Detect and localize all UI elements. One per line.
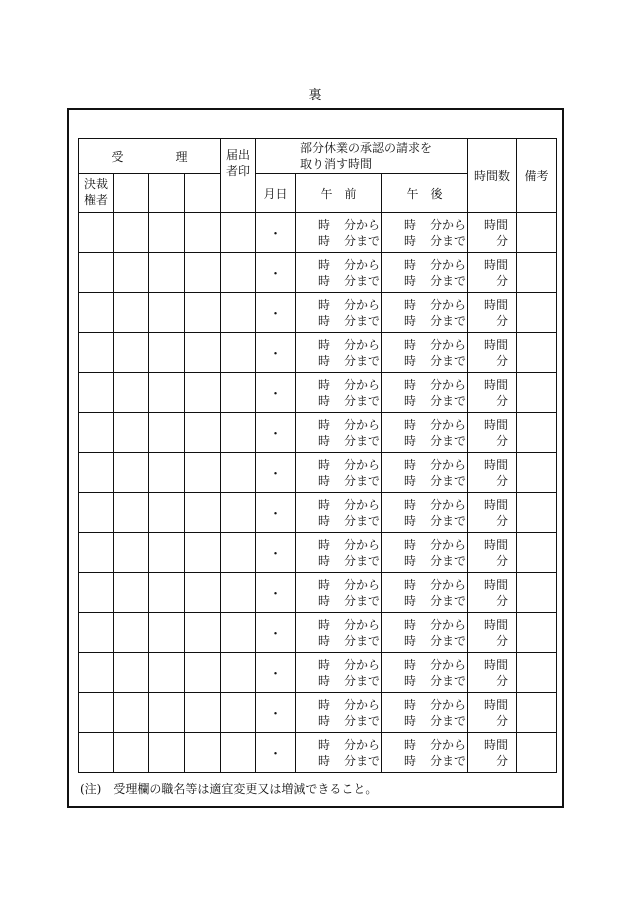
remarks-cell (517, 453, 557, 493)
receipt-cell (149, 293, 185, 333)
hours-cell: 時間 分 (468, 333, 517, 373)
receipt-cell (185, 333, 221, 373)
receipt-cell (185, 253, 221, 293)
seal-cell (221, 613, 256, 653)
receipt-cell (149, 213, 185, 253)
remarks-cell (517, 253, 557, 293)
seal-cell (221, 693, 256, 733)
receipt-cell (185, 293, 221, 333)
page-heading: 裏 (308, 88, 322, 103)
remarks-cell (517, 213, 557, 253)
receipt-cell (114, 653, 149, 693)
pm-time-cell: 時 分から 時 分まで (382, 253, 468, 293)
receipt-cell-3 (149, 174, 185, 213)
pm-time-cell: 時 分から 時 分まで (382, 653, 468, 693)
seal-cell (221, 293, 256, 333)
hours-cell: 時間 分 (468, 613, 517, 653)
footnote: (注) 受理欄の職名等は適宜変更又は増減できること。 (80, 782, 378, 796)
am-time-cell: 時 分から 時 分まで (296, 733, 382, 773)
seal-cell (221, 453, 256, 493)
date-cell: ・ (256, 693, 296, 733)
receipt-cell (114, 573, 149, 613)
receipt-cell (114, 733, 149, 773)
date-cell: ・ (256, 453, 296, 493)
am-time-cell: 時 分から 時 分まで (296, 653, 382, 693)
receipt-cell (149, 493, 185, 533)
approver-cell (79, 733, 114, 773)
date-cell: ・ (256, 573, 296, 613)
am-time-cell: 時 分から 時 分まで (296, 573, 382, 613)
table-row (79, 493, 557, 533)
am-time-cell: 時 分から 時 分まで (296, 213, 382, 253)
pm-time-cell: 時 分から 時 分まで (382, 413, 468, 453)
approver-cell (79, 493, 114, 533)
remarks-cell (517, 733, 557, 773)
receipt-cell (114, 693, 149, 733)
seal-cell (221, 733, 256, 773)
table-row (79, 613, 557, 653)
approver-cell (79, 293, 114, 333)
remarks-cell (517, 293, 557, 333)
seal-cell (221, 653, 256, 693)
table-row (79, 253, 557, 293)
remarks-cell (517, 373, 557, 413)
receipt-cell (185, 613, 221, 653)
approver-cell (79, 613, 114, 653)
hours-cell: 時間 分 (468, 573, 517, 613)
receipt-cell (185, 493, 221, 533)
approver-cell (79, 453, 114, 493)
am-time-cell: 時 分から 時 分まで (296, 333, 382, 373)
receipt-cell (149, 693, 185, 733)
receipt-cell-4 (185, 174, 221, 213)
am-time-cell: 時 分から 時 分まで (296, 693, 382, 733)
seal-cell (221, 333, 256, 373)
table-row (79, 213, 557, 253)
date-cell: ・ (256, 413, 296, 453)
request-table (78, 138, 557, 773)
date-cell: ・ (256, 653, 296, 693)
receipt-cell (114, 213, 149, 253)
receipt-cell (185, 533, 221, 573)
date-cell: ・ (256, 493, 296, 533)
receipt-header: 受 理 (79, 139, 221, 174)
receipt-cell (185, 373, 221, 413)
am-time-cell: 時 分から 時 分まで (296, 613, 382, 653)
receipt-cell (114, 413, 149, 453)
am-time-cell: 時 分から 時 分まで (296, 453, 382, 493)
remarks-header: 備考 (517, 139, 557, 213)
date-header: 月日 (256, 174, 296, 213)
receipt-cell (114, 453, 149, 493)
approver-header: 決裁 権者 (79, 174, 114, 213)
pm-time-cell: 時 分から 時 分まで (382, 213, 468, 253)
seal-cell (221, 213, 256, 253)
approver-cell (79, 373, 114, 413)
table-row (79, 653, 557, 693)
am-time-cell: 時 分から 時 分まで (296, 253, 382, 293)
approver-cell (79, 253, 114, 293)
hours-cell: 時間 分 (468, 373, 517, 413)
date-cell: ・ (256, 613, 296, 653)
table-row (79, 413, 557, 453)
receipt-cell (114, 333, 149, 373)
approver-cell (79, 573, 114, 613)
table-row (79, 373, 557, 413)
date-cell: ・ (256, 293, 296, 333)
seal-cell (221, 533, 256, 573)
receipt-cell (149, 413, 185, 453)
table-row (79, 293, 557, 333)
hours-cell: 時間 分 (468, 493, 517, 533)
receipt-cell (149, 453, 185, 493)
receipt-cell (149, 533, 185, 573)
remarks-cell (517, 693, 557, 733)
receipt-cell (114, 533, 149, 573)
table-row (79, 533, 557, 573)
hours-cell: 時間 分 (468, 213, 517, 253)
remarks-cell (517, 613, 557, 653)
am-time-cell: 時 分から 時 分まで (296, 413, 382, 453)
hours-cell: 時間 分 (468, 733, 517, 773)
receipt-cell (114, 293, 149, 333)
receipt-cell (114, 373, 149, 413)
pm-time-cell: 時 分から 時 分まで (382, 493, 468, 533)
seal-cell (221, 493, 256, 533)
table-row (79, 693, 557, 733)
remarks-cell (517, 533, 557, 573)
remarks-cell (517, 493, 557, 533)
am-time-cell: 時 分から 時 分まで (296, 493, 382, 533)
receipt-cell (185, 573, 221, 613)
hours-cell: 時間 分 (468, 293, 517, 333)
receipt-cell (114, 253, 149, 293)
date-cell: ・ (256, 533, 296, 573)
remarks-cell (517, 573, 557, 613)
receipt-cell (149, 733, 185, 773)
pm-time-cell: 時 分から 時 分まで (382, 453, 468, 493)
receipt-cell (149, 573, 185, 613)
pm-time-cell: 時 分から 時 分まで (382, 733, 468, 773)
receipt-cell (185, 653, 221, 693)
receipt-cell (185, 453, 221, 493)
pm-time-cell: 時 分から 時 分まで (382, 613, 468, 653)
receipt-cell (185, 213, 221, 253)
hours-cell: 時間 分 (468, 693, 517, 733)
receipt-cell-2 (114, 174, 149, 213)
remarks-cell (517, 333, 557, 373)
receipt-cell (114, 613, 149, 653)
table-row (79, 453, 557, 493)
approver-cell (79, 533, 114, 573)
receipt-cell (149, 373, 185, 413)
remarks-cell (517, 653, 557, 693)
hours-count-header: 時間数 (468, 139, 517, 213)
remarks-cell (517, 413, 557, 453)
date-cell: ・ (256, 733, 296, 773)
pm-time-cell: 時 分から 時 分まで (382, 373, 468, 413)
seal-cell (221, 413, 256, 453)
receipt-cell (185, 413, 221, 453)
approver-cell (79, 333, 114, 373)
receipt-cell (185, 733, 221, 773)
hours-cell: 時間 分 (468, 533, 517, 573)
am-time-cell: 時 分から 時 分まで (296, 373, 382, 413)
seal-cell (221, 573, 256, 613)
hours-cell: 時間 分 (468, 253, 517, 293)
receipt-cell (149, 613, 185, 653)
applicant-seal-header: 届出 者印 (221, 139, 256, 213)
date-cell: ・ (256, 333, 296, 373)
pm-time-cell: 時 分から 時 分まで (382, 693, 468, 733)
pm-time-cell: 時 分から 時 分まで (382, 573, 468, 613)
date-cell: ・ (256, 373, 296, 413)
pm-time-cell: 時 分から 時 分まで (382, 293, 468, 333)
approver-cell (79, 213, 114, 253)
hours-cell: 時間 分 (468, 653, 517, 693)
seal-cell (221, 373, 256, 413)
table-row (79, 573, 557, 613)
hours-cell: 時間 分 (468, 453, 517, 493)
approver-cell (79, 693, 114, 733)
hours-cell: 時間 分 (468, 413, 517, 453)
table-row (79, 333, 557, 373)
pm-time-cell: 時 分から 時 分まで (382, 333, 468, 373)
approver-cell (79, 413, 114, 453)
am-time-cell: 時 分から 時 分まで (296, 293, 382, 333)
seal-cell (221, 253, 256, 293)
receipt-cell (149, 333, 185, 373)
table-row (79, 733, 557, 773)
cancel-time-header: 部分休業の承認の請求を 取り消す時間 (256, 139, 468, 174)
receipt-cell (149, 253, 185, 293)
receipt-cell (114, 493, 149, 533)
pm-header: 午 後 (382, 174, 468, 213)
date-cell: ・ (256, 253, 296, 293)
receipt-cell (185, 693, 221, 733)
pm-time-cell: 時 分から 時 分まで (382, 533, 468, 573)
receipt-cell (149, 653, 185, 693)
approver-cell (79, 653, 114, 693)
am-header: 午 前 (296, 174, 382, 213)
date-cell: ・ (256, 213, 296, 253)
am-time-cell: 時 分から 時 分まで (296, 533, 382, 573)
